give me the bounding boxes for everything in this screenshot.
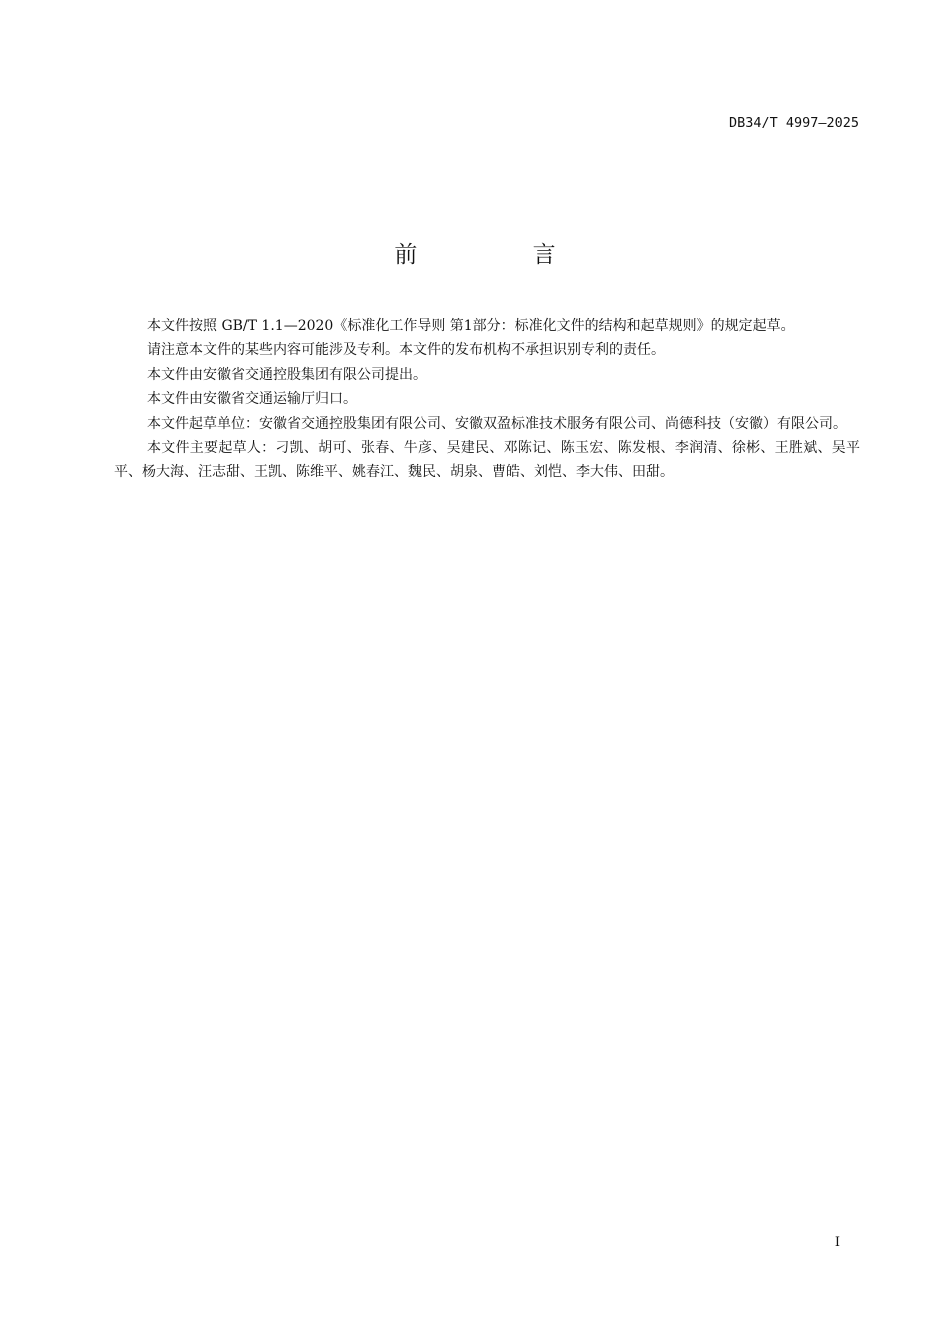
- foreword-body: [114, 314, 860, 485]
- paragraph-drafters: 本文件主要起草人：刁凯、胡可、张春、牛彦、吴建民、邓陈记、陈玉宏、陈发根、李润清、徐彬、王胜斌、吴平平、杨大海、汪志甜、王凯、陈维平、姚春江、魏民、胡泉、曹皓、刘恺、李大伟、田甜。: [114, 440, 860, 481]
- paragraph-patent-notice: 请注意本文件的某些内容可能涉及专利。本文件的发布机构不承担识别专利的责任。: [147, 342, 665, 359]
- paragraph-proposer: 本文件由安徽省交通控股集团有限公司提出。: [147, 366, 427, 383]
- page-title: 前 言: [394, 242, 610, 268]
- paragraph-drafting-units: 本文件起草单位：安徽省交通控股集团有限公司、安徽双盈标准技术服务有限公司、尚德科技（安徽）有限公司。: [147, 415, 847, 432]
- paragraph-drafting-rules: 本文件按照 GB/T 1.1—2020《标准化工作导则 第1部分：标准化文件的结构和起草规则》的规定起草。: [147, 318, 795, 334]
- page-number: I: [834, 1235, 840, 1250]
- document-code: DB34/T 4997—2025: [728, 115, 859, 131]
- paragraph-administrator: 本文件由安徽省交通运输厅归口。: [147, 391, 357, 408]
